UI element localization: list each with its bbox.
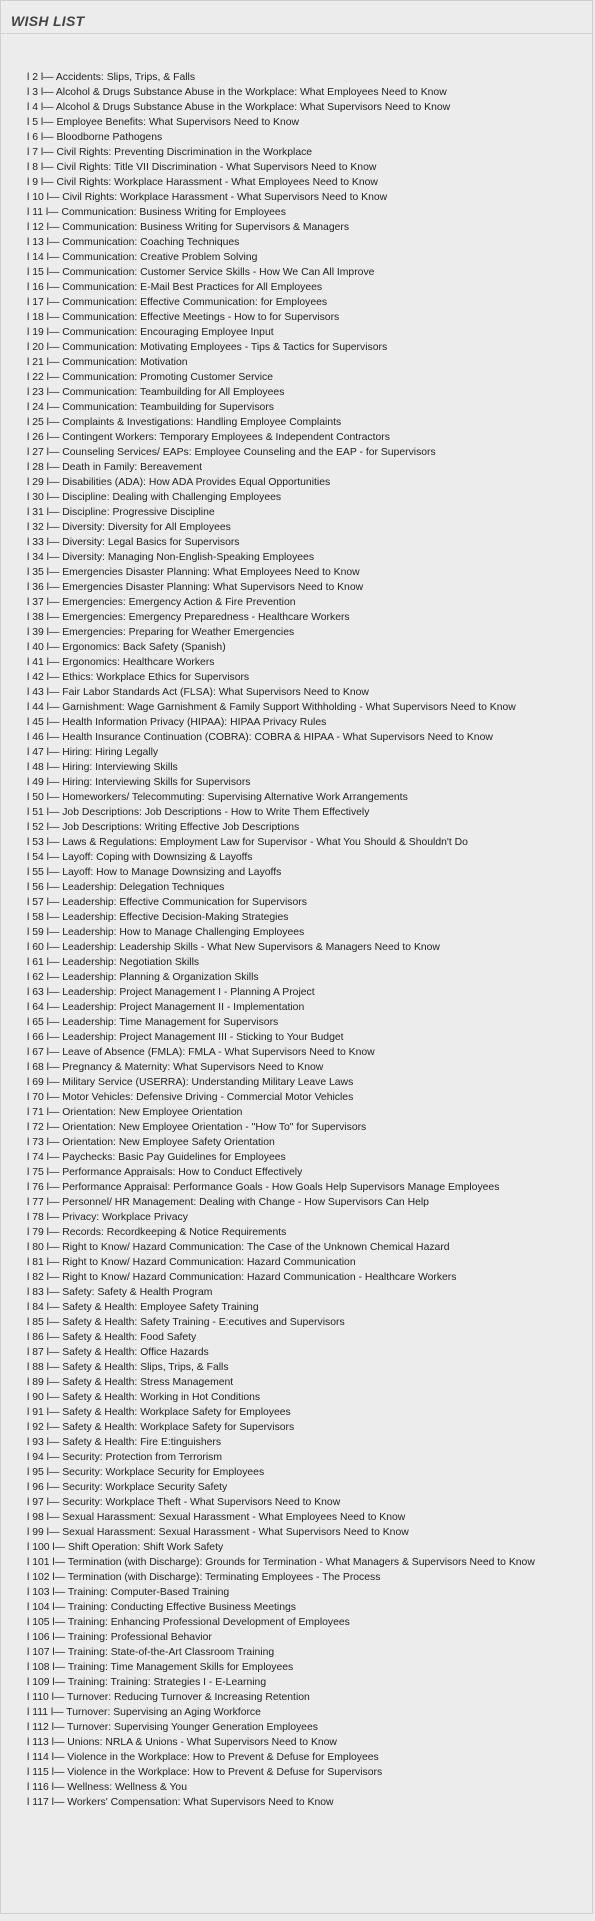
list-item: l 30 l— Discipline: Dealing with Challenging Employees — [27, 492, 282, 503]
list-item: l 62 l— Leadership: Planning & Organization Skills — [27, 972, 259, 983]
list-item: l 102 l— Termination (with Discharge): Terminating Employees - The Process — [27, 1572, 381, 1583]
list-item: l 68 l— Pregnancy & Maternity: What Supervisors Need to Know — [27, 1062, 324, 1073]
list-item: l 67 l— Leave of Absence (FMLA): FMLA - What Supervisors Need to Know — [27, 1047, 375, 1058]
list-item: l 89 l— Safety & Health: Stress Management — [27, 1377, 234, 1388]
list-item: l 83 l— Safety: Safety & Health Program — [27, 1287, 213, 1298]
list-item: l 6 l— Bloodborne Pathogens — [27, 132, 163, 143]
list-item: l 41 l— Ergonomics: Healthcare Workers — [27, 657, 215, 668]
list-item: l 27 l— Counseling Services/ EAPs: Employee Counseling and the EAP - for Supervisors — [27, 447, 436, 458]
list-item: l 90 l— Safety & Health: Working in Hot Conditions — [27, 1392, 261, 1403]
list-item: l 95 l— Security: Workplace Security for Employees — [27, 1467, 265, 1478]
list-item: l 22 l— Communication: Promoting Customer Service — [27, 372, 274, 383]
title-divider — [1, 33, 592, 34]
wish-list — [27, 70, 535, 1810]
list-item: l 92 l— Safety & Health: Workplace Safety for Supervisors — [27, 1422, 295, 1433]
list-item: l 50 l— Homeworkers/ Telecommuting: Supervising Alternative Work Arrangements — [27, 792, 408, 803]
list-item: l 36 l— Emergencies Disaster Planning: What Supervisors Need to Know — [27, 582, 364, 593]
list-item: l 100 l— Shift Operation: Shift Work Safety — [27, 1542, 224, 1553]
list-item: l 109 l— Training: Training: Strategies I - E-Learning — [27, 1677, 267, 1688]
list-item: l 108 l— Training: Time Management Skills for Employees — [27, 1662, 294, 1673]
list-item: l 10 l— Civil Rights: Workplace Harassment - What Supervisors Need to Know — [27, 192, 388, 203]
list-item: l 25 l— Complaints & Investigations: Handling Employee Complaints — [27, 417, 342, 428]
list-item: l 87 l— Safety & Health: Office Hazards — [27, 1347, 209, 1358]
list-item: l 80 l— Right to Know/ Hazard Communication: The Case of the Unknown Chemical Hazard — [27, 1242, 450, 1253]
list-item: l 73 l— Orientation: New Employee Safety Orientation — [27, 1137, 275, 1148]
list-item: l 116 l— Wellness: Wellness & You — [27, 1782, 187, 1793]
list-item: l 48 l— Hiring: Interviewing Skills — [27, 762, 178, 773]
list-item: l 2 l— Accidents: Slips, Trips, & Falls — [27, 72, 196, 83]
list-item: l 44 l— Garnishment: Wage Garnishment & Family Support Withholding - What Supervisors Need to Know — [27, 702, 516, 713]
list-item: l 69 l— Military Service (USERRA): Understanding Military Leave Laws — [27, 1077, 354, 1088]
list-item: l 4 l— Alcohol & Drugs Substance Abuse in the Workplace: What Supervisors Need to Know — [27, 102, 451, 113]
list-item: l 26 l— Contingent Workers: Temporary Employees & Independent Contractors — [27, 432, 390, 443]
list-item: l 18 l— Communication: Effective Meetings - How to for Supervisors — [27, 312, 340, 323]
list-item: l 23 l— Communication: Teambuilding for All Employees — [27, 387, 285, 398]
list-item: l 51 l— Job Descriptions: Job Descriptions - How to Write Them Effectively — [27, 807, 370, 818]
list-item: l 43 l— Fair Labor Standards Act (FLSA): What Supervisors Need to Know — [27, 687, 369, 698]
list-item: l 96 l— Security: Workplace Security Safety — [27, 1482, 228, 1493]
list-item: l 114 l— Violence in the Workplace: How to Prevent & Defuse for Employees — [27, 1752, 379, 1763]
list-item: l 93 l— Safety & Health: Fire E:tinguishers — [27, 1437, 222, 1448]
list-item: l 103 l— Training: Computer-Based Training — [27, 1587, 230, 1598]
list-item: l 38 l— Emergencies: Emergency Preparedness - Healthcare Workers — [27, 612, 350, 623]
list-item: l 85 l— Safety & Health: Safety Training - E:ecutives and Supervisors — [27, 1317, 345, 1328]
list-item: l 28 l— Death in Family: Bereavement — [27, 462, 202, 473]
list-item: l 65 l— Leadership: Time Management for Supervisors — [27, 1017, 279, 1028]
list-item: l 61 l— Leadership: Negotiation Skills — [27, 957, 200, 968]
list-item: l 78 l— Privacy: Workplace Privacy — [27, 1212, 188, 1223]
list-item: l 49 l— Hiring: Interviewing Skills for Supervisors — [27, 777, 251, 788]
list-item: l 37 l— Emergencies: Emergency Action & Fire Prevention — [27, 597, 296, 608]
list-item: l 52 l— Job Descriptions: Writing Effective Job Descriptions — [27, 822, 300, 833]
list-item: l 74 l— Paychecks: Basic Pay Guidelines for Employees — [27, 1152, 286, 1163]
list-item: l 70 l— Motor Vehicles: Defensive Driving - Commercial Motor Vehicles — [27, 1092, 354, 1103]
list-item: l 117 l— Workers' Compensation: What Supervisors Need to Know — [27, 1797, 334, 1808]
list-item: l 111 l— Turnover: Supervising an Aging Workforce — [27, 1707, 261, 1718]
list-item: l 75 l— Performance Appraisals: How to Conduct Effectively — [27, 1167, 303, 1178]
list-item: l 34 l— Diversity: Managing Non-English-Speaking Employees — [27, 552, 315, 563]
list-item: l 66 l— Leadership: Project Management III - Sticking to Your Budget — [27, 1032, 344, 1043]
list-item: l 99 l— Sexual Harassment: Sexual Harassment - What Supervisors Need to Know — [27, 1527, 409, 1538]
list-item: l 107 l— Training: State-of-the-Art Classroom Training — [27, 1647, 275, 1658]
list-item: l 60 l— Leadership: Leadership Skills - What New Supervisors & Managers Need to Know — [27, 942, 440, 953]
list-item: l 94 l— Security: Protection from Terrorism — [27, 1452, 222, 1463]
list-item: l 97 l— Security: Workplace Theft - What Supervisors Need to Know — [27, 1497, 341, 1508]
list-item: l 31 l— Discipline: Progressive Discipline — [27, 507, 215, 518]
list-item: l 57 l— Leadership: Effective Communication for Supervisors — [27, 897, 307, 908]
list-item: l 82 l— Right to Know/ Hazard Communication: Hazard Communication - Healthcare Workers — [27, 1272, 457, 1283]
list-item: l 101 l— Termination (with Discharge): Grounds for Termination - What Managers & Supervisors Need to Know — [27, 1557, 535, 1568]
list-item: l 16 l— Communication: E-Mail Best Practices for All Employees — [27, 282, 323, 293]
page-title: WISH LIST — [11, 13, 85, 29]
list-item: l 112 l— Turnover: Supervising Younger Generation Employees — [27, 1722, 318, 1733]
list-item: l 17 l— Communication: Effective Communication: for Employees — [27, 297, 328, 308]
list-item: l 42 l— Ethics: Workplace Ethics for Supervisors — [27, 672, 250, 683]
list-item: l 39 l— Emergencies: Preparing for Weather Emergencies — [27, 627, 295, 638]
list-item: l 53 l— Laws & Regulations: Employment Law for Supervisor - What You Should & Shouldn't Do — [27, 837, 468, 848]
list-item: l 106 l— Training: Professional Behavior — [27, 1632, 212, 1643]
list-item: l 64 l— Leadership: Project Management II - Implementation — [27, 1002, 305, 1013]
list-item: l 21 l— Communication: Motivation — [27, 357, 188, 368]
list-item: l 20 l— Communication: Motivating Employees - Tips & Tactics for Supervisors — [27, 342, 388, 353]
list-item: l 5 l— Employee Benefits: What Supervisors Need to Know — [27, 117, 300, 128]
list-item: l 77 l— Personnel/ HR Management: Dealing with Change - How Supervisors Can Help — [27, 1197, 429, 1208]
list-item: l 59 l— Leadership: How to Manage Challenging Employees — [27, 927, 305, 938]
list-item: l 71 l— Orientation: New Employee Orientation — [27, 1107, 243, 1118]
list-item: l 88 l— Safety & Health: Slips, Trips, & Falls — [27, 1362, 229, 1373]
list-item: l 32 l— Diversity: Diversity for All Employees — [27, 522, 231, 533]
list-item: l 72 l— Orientation: New Employee Orientation - "How To" for Supervisors — [27, 1122, 367, 1133]
list-item: l 13 l— Communication: Coaching Techniques — [27, 237, 240, 248]
list-item: l 79 l— Records: Recordkeeping & Notice Requirements — [27, 1227, 287, 1238]
list-item: l 46 l— Health Insurance Continuation (COBRA): COBRA & HIPAA - What Supervisors Need to Know — [27, 732, 493, 743]
list-item: l 19 l— Communication: Encouraging Employee Input — [27, 327, 274, 338]
list-item: l 115 l— Violence in the Workplace: How to Prevent & Defuse for Supervisors — [27, 1767, 383, 1778]
list-item: l 3 l— Alcohol & Drugs Substance Abuse in the Workplace: What Employees Need to Know — [27, 87, 447, 98]
list-item: l 81 l— Right to Know/ Hazard Communication: Hazard Communication — [27, 1257, 356, 1268]
list-item: l 113 l— Unions: NRLA & Unions - What Supervisors Need to Know — [27, 1737, 337, 1748]
list-item: l 104 l— Training: Conducting Effective Business Meetings — [27, 1602, 296, 1613]
list-item: l 91 l— Safety & Health: Workplace Safety for Employees — [27, 1407, 291, 1418]
list-item: l 7 l— Civil Rights: Preventing Discrimination in the Workplace — [27, 147, 313, 158]
list-item: l 47 l— Hiring: Hiring Legally — [27, 747, 159, 758]
list-item: l 110 l— Turnover: Reducing Turnover & Increasing Retention — [27, 1692, 310, 1703]
list-item: l 98 l— Sexual Harassment: Sexual Harassment - What Employees Need to Know — [27, 1512, 406, 1523]
list-item: l 58 l— Leadership: Effective Decision-Making Strategies — [27, 912, 289, 923]
list-item: l 29 l— Disabilities (ADA): How ADA Provides Equal Opportunities — [27, 477, 331, 488]
list-item: l 12 l— Communication: Business Writing for Supervisors & Managers — [27, 222, 350, 233]
list-item: l 76 l— Performance Appraisal: Performance Goals - How Goals Help Supervisors Manage Employees — [27, 1182, 500, 1193]
list-item: l 86 l— Safety & Health: Food Safety — [27, 1332, 197, 1343]
list-item: l 24 l— Communication: Teambuilding for Supervisors — [27, 402, 274, 413]
list-item: l 54 l— Layoff: Coping with Downsizing & Layoffs — [27, 852, 253, 863]
list-item: l 15 l— Communication: Customer Service Skills - How We Can All Improve — [27, 267, 375, 278]
list-item: l 11 l— Communication: Business Writing for Employees — [27, 207, 286, 218]
list-item: l 9 l— Civil Rights: Workplace Harassment - What Employees Need to Know — [27, 177, 378, 188]
list-item: l 40 l— Ergonomics: Back Safety (Spanish) — [27, 642, 226, 653]
list-item: l 45 l— Health Information Privacy (HIPAA): HIPAA Privacy Rules — [27, 717, 327, 728]
list-item: l 8 l— Civil Rights: Title VII Discrimination - What Supervisors Need to Know — [27, 162, 377, 173]
list-item: l 55 l— Layoff: How to Manage Downsizing and Layoffs — [27, 867, 282, 878]
list-item: l 14 l— Communication: Creative Problem Solving — [27, 252, 258, 263]
list-item: l 56 l— Leadership: Delegation Techniques — [27, 882, 225, 893]
list-item: l 63 l— Leadership: Project Management I - Planning A Project — [27, 987, 315, 998]
list-item: l 35 l— Emergencies Disaster Planning: What Employees Need to Know — [27, 567, 360, 578]
list-item: l 33 l— Diversity: Legal Basics for Supervisors — [27, 537, 240, 548]
list-item: l 105 l— Training: Enhancing Professional Development of Employees — [27, 1617, 350, 1628]
list-item: l 84 l— Safety & Health: Employee Safety Training — [27, 1302, 259, 1313]
